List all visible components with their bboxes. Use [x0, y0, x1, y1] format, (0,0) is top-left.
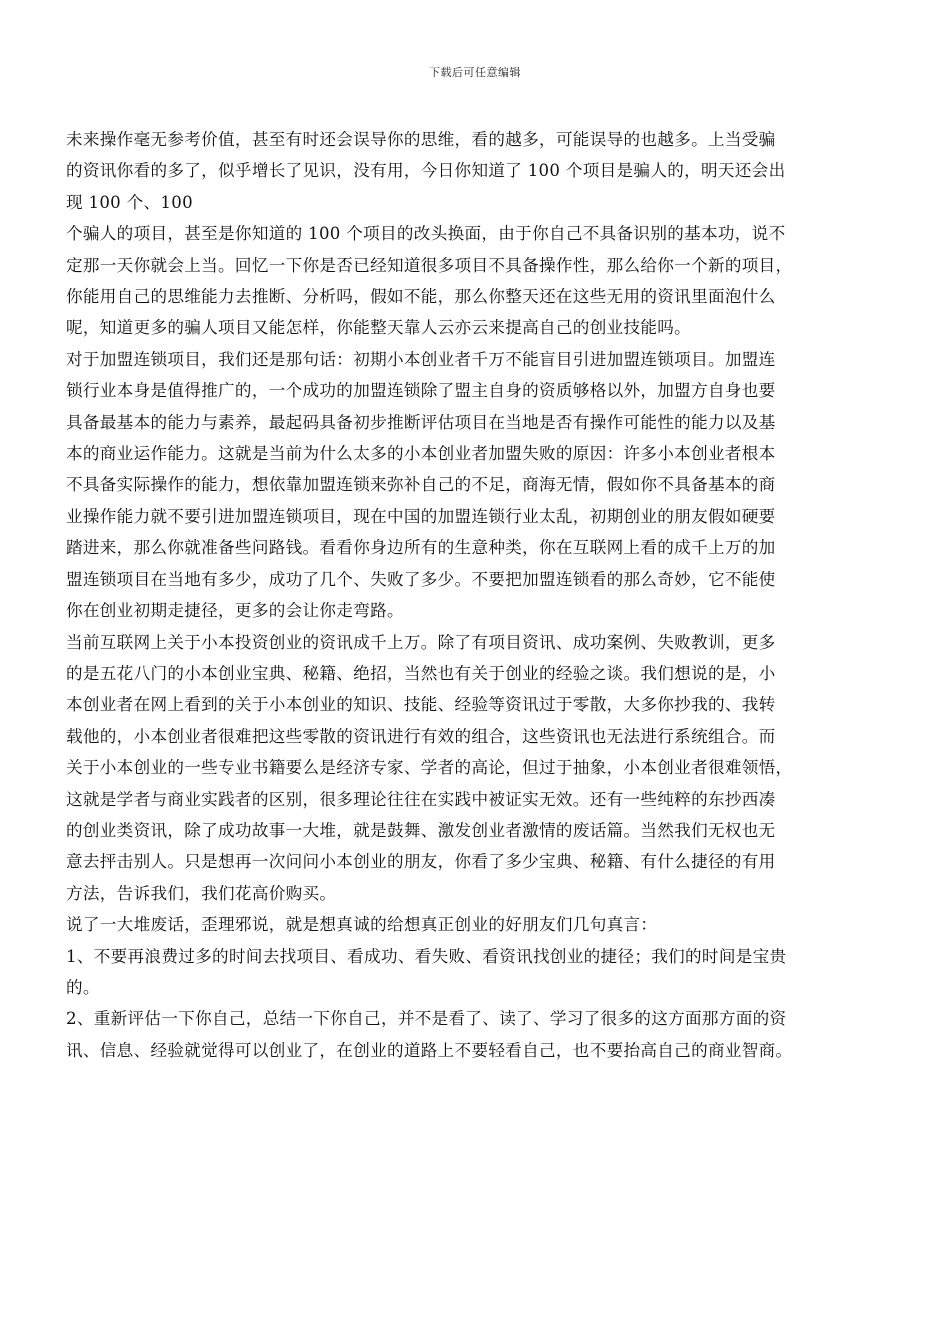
text-line: 不具备实际操作的能力，想依靠加盟连锁来弥补自己的不足，商海无情，假如你不具备基本的商 [66, 475, 776, 495]
text-line: 的是五花八门的小本创业宝典、秘籍、绝招，当然也有关于创业的经验之谈。我们想说的是，小 [66, 663, 776, 683]
text-line: 定那一天你就会上当。回忆一下你是否已经知道很多项目不具备操作性，那么给你一个新的项目， [66, 255, 793, 275]
text-line: 未来操作毫无参考价值，甚至有时还会误导你的思维，看的越多，可能误导的也越多。上当受骗 [66, 130, 776, 149]
text-line: 现 100 个、100 [66, 192, 193, 212]
text-line: 本的商业运作能力。这就是当前为什么太多的小本创业者加盟失败的原因：许多小本创业者根本 [66, 444, 776, 464]
text-line: 你在创业初期走捷径，更多的会让你走弯路。 [66, 601, 404, 621]
text-line: 你能用自己的思维能力去推断、分析吗，假如不能，那么你整天还在这些无用的资讯里面泡什么 [66, 287, 776, 307]
document-body [66, 124, 888, 1066]
page-header: 下载后可任意编辑 [429, 66, 521, 79]
text-line: 这就是学者与商业实践者的区别，很多理论往往在实践中被证实无效。还有一些纯粹的东抄西凑 [66, 789, 776, 809]
text-line: 具备最基本的能力与素养，最起码具备初步推断评估项目在当地是否有操作可能性的能力以及基 [66, 412, 776, 432]
text-line: 1、不要再浪费过多的时间去找项目、看成功、看失败、看资讯找创业的捷径；我们的时间是宝贵 [66, 946, 787, 966]
text-line: 对于加盟连锁项目，我们还是那句话：初期小本创业者千万不能盲目引进加盟连锁项目。加盟连 [66, 349, 776, 369]
text-line: 讯、信息、经验就觉得可以创业了，在创业的道路上不要轻看自己，也不要抬高自己的商业智商。 [66, 1040, 793, 1060]
text-line: 本创业者在网上看到的关于小本创业的知识、技能、经验等资讯过于零散，大多你抄我的、我转 [66, 695, 776, 715]
text-line: 当前互联网上关于小本投资创业的资讯成千上万。除了有项目资讯、成功案例、失败教训，更多 [66, 632, 776, 652]
text-line: 踏进来，那么你就准备些问路钱。看看你身边所有的生意种类，你在互联网上看的成千上万的加 [66, 538, 776, 558]
text-line: 说了一大堆废话，歪理邪说，就是想真诚的给想真正创业的好朋友们几句真言： [66, 915, 658, 935]
text-line: 关于小本创业的一些专业书籍要么是经济专家、学者的高论，但过于抽象，小本创业者很难领悟， [66, 758, 793, 778]
text-line: 的创业类资讯，除了成功故事一大堆，就是鼓舞、激发创业者激情的废话篇。当然我们无权也无 [66, 820, 776, 840]
text-line: 的资讯你看的多了，似乎增长了见识，没有用，今日你知道了 100 个项目是骗人的，明天还会出 [66, 161, 786, 181]
text-line: 载他的，小本创业者很难把这些零散的资讯进行有效的组合，这些资讯也无法进行系统组合。而 [66, 726, 776, 746]
text-line: 盟连锁项目在当地有多少，成功了几个、失败了多少。不要把加盟连锁看的那么奇妙，它不能使 [66, 569, 776, 589]
text-line: 意去抨击别人。只是想再一次问问小本创业的朋友，你看了多少宝典、秘籍、有什么捷径的有用 [66, 852, 776, 872]
text-line: 锁行业本身是值得推广的，一个成功的加盟连锁除了盟主自身的资质够格以外，加盟方自身也要 [66, 381, 776, 401]
text-line: 2、重新评估一下你自己，总结一下你自己，并不是看了、读了、学习了很多的这方面那方面的资 [66, 1009, 787, 1029]
text-line: 方法，告诉我们，我们花高价购买。 [66, 883, 337, 903]
text-line: 呢，知道更多的骗人项目又能怎样，你能整天靠人云亦云来提高自己的创业技能吗。 [66, 318, 692, 338]
text-line: 业操作能力就不要引进加盟连锁项目，现在中国的加盟连锁行业太乱，初期创业的朋友假如硬要 [66, 506, 776, 526]
text-line: 的。 [66, 977, 100, 997]
text-line: 个骗人的项目，甚至是你知道的 100 个项目的改头换面，由于你自己不具备识别的基本功，说不 [66, 224, 786, 244]
